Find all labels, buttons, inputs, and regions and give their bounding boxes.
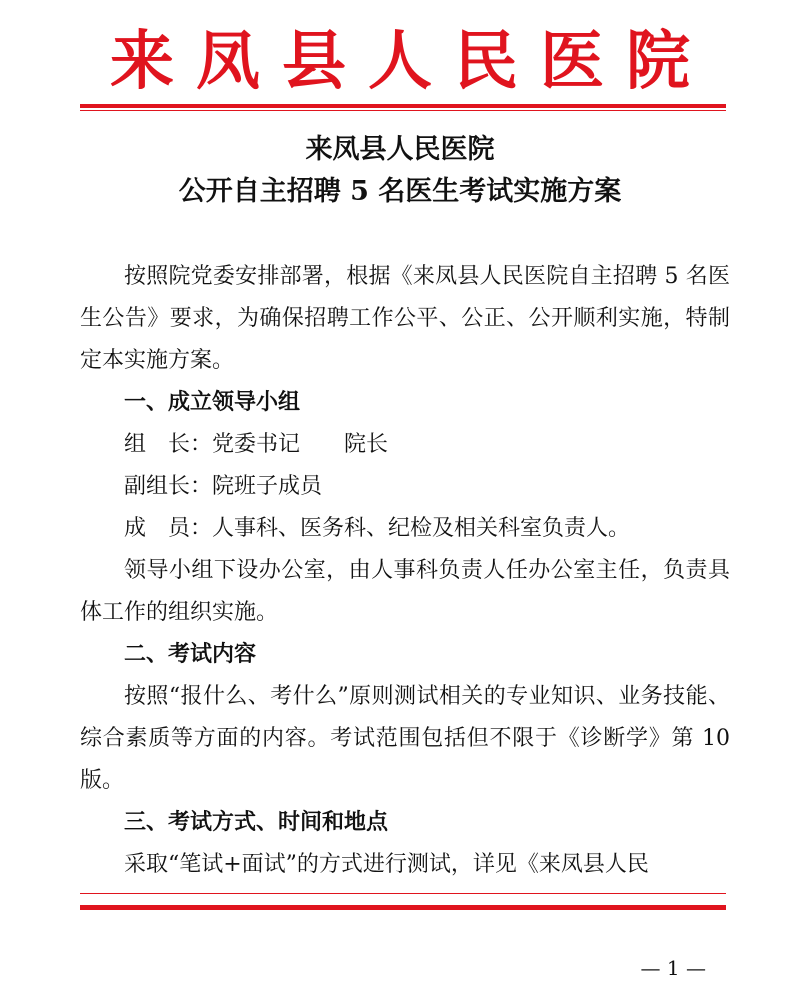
document-header-org-name: 来凤县人民医院 — [110, 24, 712, 99]
content-paragraph: 按照“报什么、考什么”原则测试相关的专业知识、业务技能、综合素质等方面的内容。考试范围包括但不限于《诊断学》第 10 版。 — [80, 684, 730, 793]
footer-red-rule-thick — [80, 905, 726, 910]
deputy-line: 副组长：院班子成员 — [124, 474, 323, 499]
header-red-rule-thick — [80, 104, 726, 108]
intro-paragraph: 按照院党委安排部署，根据《来凤县人民医院自主招聘 5 名医生公告》要求，为确保招聘工作公平、公正、公开顺利实施，特制定本实施方案。 — [80, 264, 730, 373]
leader-line: 组 长：党委书记 院长 — [124, 432, 389, 457]
document-title-line-2: 公开自主招聘 5 名医生考试实施方案 — [178, 176, 622, 207]
header-red-rule-thin — [80, 110, 726, 111]
method-paragraph: 采取“笔试+面试”的方式进行测试，详见《来凤县人民 — [124, 852, 649, 877]
section-1-heading: 一、成立领导小组 — [124, 390, 301, 415]
page-number: — 1 — — [640, 956, 706, 980]
document-title-line-1: 来凤县人民医院 — [305, 134, 495, 165]
section-3-heading: 三、考试方式、时间和地点 — [124, 810, 389, 835]
office-paragraph: 领导小组下设办公室，由人事科负责人任办公室主任，负责具体工作的组织实施。 — [80, 558, 730, 625]
section-2-heading: 二、考试内容 — [124, 642, 257, 667]
members-line: 成 员：人事科、医务科、纪检及相关科室负责人。 — [124, 516, 631, 541]
footer-red-rule-thin — [80, 893, 726, 894]
